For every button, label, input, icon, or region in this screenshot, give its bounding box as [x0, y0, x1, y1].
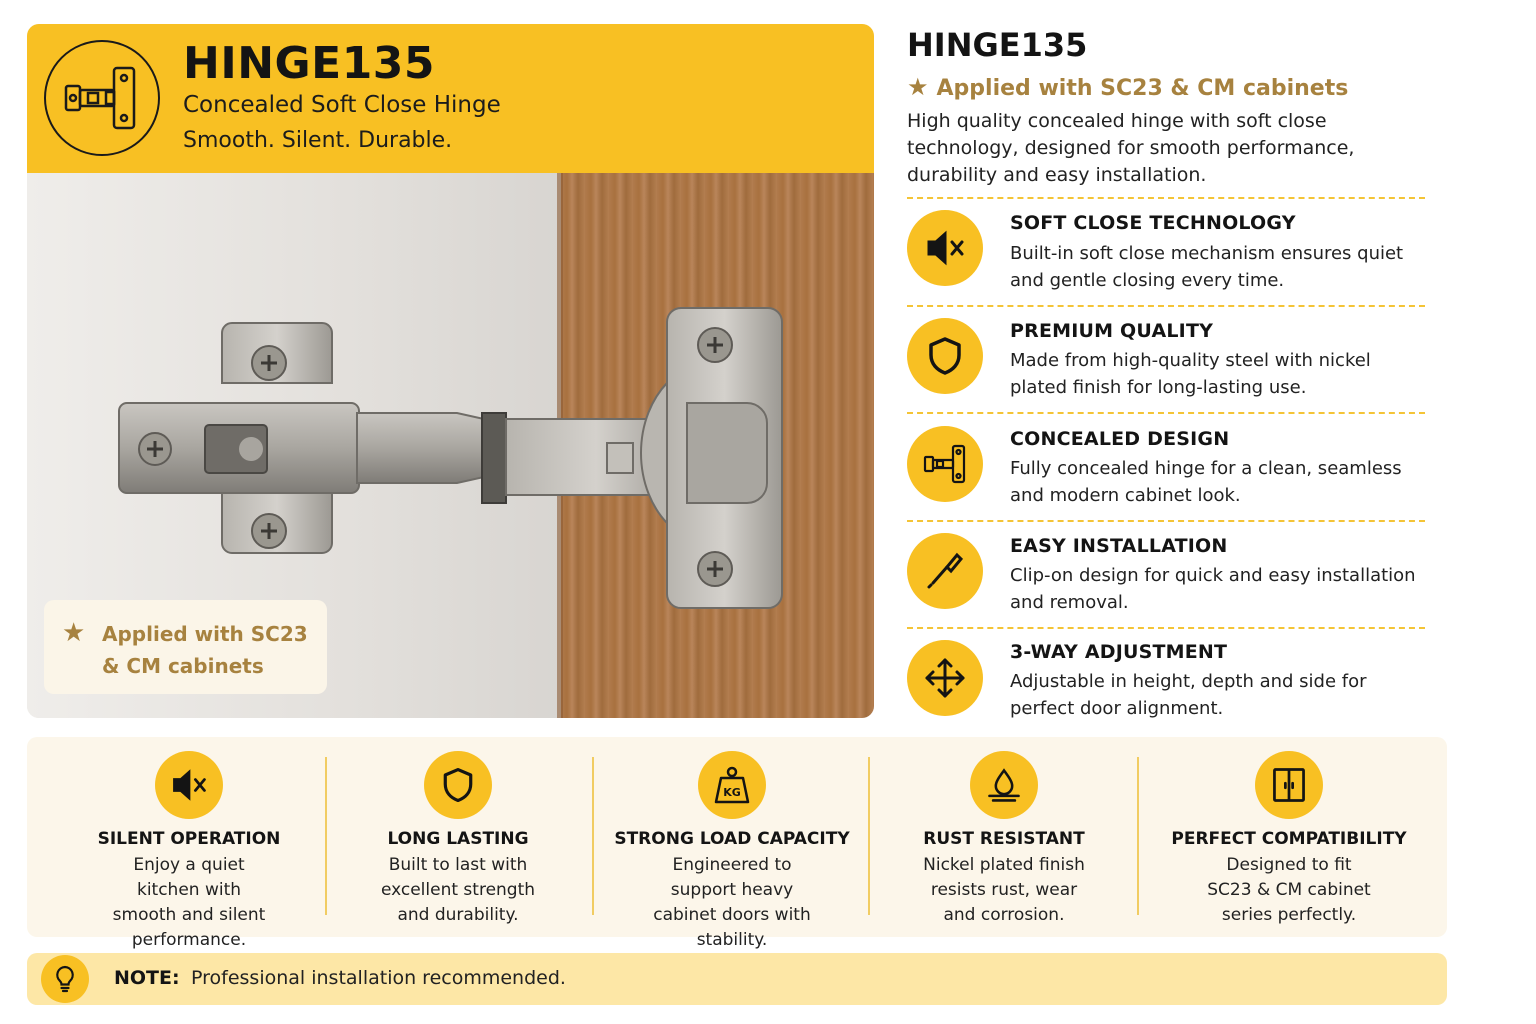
- star-icon: ★: [907, 73, 929, 101]
- kg-label: KG: [723, 786, 741, 799]
- speaker-mute-icon: [155, 751, 223, 819]
- note-label: NOTE:: [114, 967, 180, 989]
- separator: [592, 757, 594, 915]
- benefit-description: Enjoy a quiet kitchen with smooth and silent performance.: [112, 855, 266, 950]
- water-drop-icon: [970, 751, 1038, 819]
- divider: [907, 412, 1425, 414]
- feature-description: Adjustable in height, depth and side for perfect door alignment.: [1010, 671, 1367, 719]
- feature-title: CONCEALED DESIGN: [1010, 428, 1230, 450]
- note-bar: [27, 953, 1447, 1005]
- star-icon: ★: [62, 618, 86, 648]
- benefit-item: [1158, 737, 1420, 937]
- applied-badge: [44, 600, 327, 694]
- weight-kg-icon: [698, 751, 766, 819]
- benefit-description: Designed to fit SC23 & CM cabinet series perfectly.: [1207, 855, 1371, 925]
- benefit-item: [607, 737, 857, 950]
- info-applied: [907, 73, 1348, 101]
- feature-title: EASY INSTALLATION: [1010, 535, 1228, 557]
- hero-tagline: Smooth. Silent. Durable.: [183, 128, 453, 153]
- screwdriver-icon: [907, 533, 983, 609]
- benefit-description: Nickel plated finish resists rust, wear and corrosion.: [923, 855, 1085, 925]
- move-arrows-icon: [907, 640, 983, 716]
- benefit-title: LONG LASTING: [387, 829, 529, 849]
- applied-badge-text: Applied with SC23 & CM cabinets: [102, 622, 308, 678]
- shield-icon: [424, 751, 492, 819]
- separator: [325, 757, 327, 915]
- feature-title: 3-WAY ADJUSTMENT: [1010, 641, 1228, 663]
- feature-description: Fully concealed hinge for a clean, seamless and modern cabinet look.: [1010, 458, 1402, 506]
- hero-title: HINGE135: [183, 38, 436, 89]
- feature-description: Made from high-quality steel with nickel plated finish for long-lasting use.: [1010, 350, 1371, 398]
- benefit-item: [884, 737, 1124, 937]
- benefit-description: Built to last with excellent strength and durability.: [380, 855, 536, 925]
- divider: [907, 305, 1425, 307]
- benefit-title: SILENT OPERATION: [97, 829, 281, 849]
- feature-description: Built-in soft close mechanism ensures quiet and gentle closing every time.: [1010, 243, 1404, 291]
- hero-subtitle: Concealed Soft Close Hinge: [183, 92, 501, 118]
- benefit-title: STRONG LOAD CAPACITY: [614, 829, 850, 849]
- lightbulb-icon: [41, 955, 89, 1003]
- benefit-title: PERFECT COMPATIBILITY: [1171, 829, 1407, 849]
- hero-header: [27, 24, 874, 173]
- benefit-title: RUST RESISTANT: [923, 829, 1085, 849]
- feature-title: PREMIUM QUALITY: [1010, 320, 1214, 342]
- benefit-item: [69, 737, 309, 950]
- separator: [868, 757, 870, 915]
- hinge-photo: [27, 173, 874, 718]
- divider: [907, 520, 1425, 522]
- speaker-mute-icon: [907, 210, 983, 286]
- benefits-strip: [27, 737, 1447, 950]
- hero-card: [27, 24, 874, 718]
- hinge-icon: [44, 40, 160, 156]
- benefit-item: [338, 737, 578, 937]
- separator: [1137, 757, 1139, 915]
- info-applied-text: Applied with SC23 & CM cabinets: [936, 76, 1349, 101]
- benefit-description: Engineered to support heavy cabinet doors with stability.: [653, 855, 811, 950]
- divider: [907, 197, 1425, 199]
- info-title: HINGE135: [907, 26, 1088, 64]
- shield-icon: [907, 318, 983, 394]
- divider: [907, 627, 1425, 629]
- feature-title: SOFT CLOSE TECHNOLOGY: [1010, 212, 1296, 234]
- note-text: Professional installation recommended.: [191, 967, 566, 989]
- feature-description: Clip-on design for quick and easy installation and removal.: [1010, 565, 1416, 613]
- cabinet-doors-icon: [1255, 751, 1323, 819]
- hinge-icon: [907, 426, 983, 502]
- info-description: High quality concealed hinge with soft close technology, designed for smooth performance, durability and easy installation.: [907, 110, 1355, 186]
